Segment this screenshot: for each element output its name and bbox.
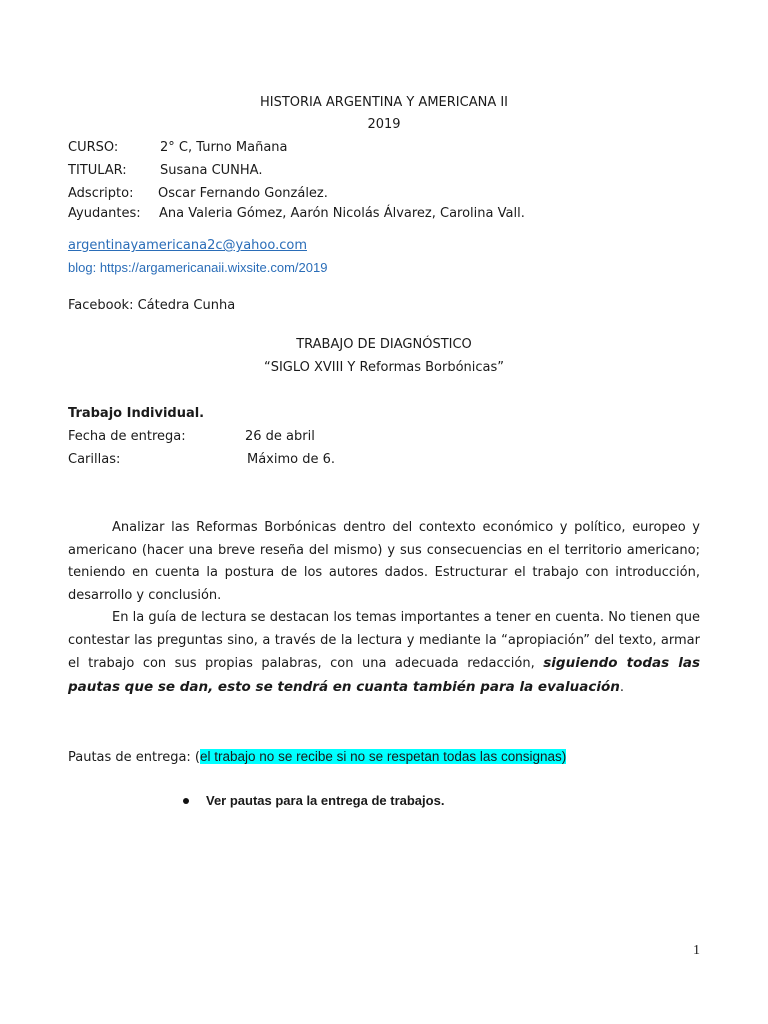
- paragraph-2-text: En la guía de lectura se destacan los temas importantes a tener en cuenta. No tienen que contestar las preguntas sino, a través de la lectura y mediante la “apropiación” del texto, armar el trabajo con sus propias palabras, con una adecuada redacción,: [68, 610, 700, 671]
- adscripto-label: Adscripto:: [68, 186, 134, 201]
- paragraph-1-text: Analizar las Reformas Borbónicas dentro del contexto económico y político, europeo y americano (hacer una breve reseña del mismo) y sus consecuencias en el territorio americano; teniendo en cuenta la postura de los autores dados. Estructurar el trabajo con introducción, desarrollo y conclusión.: [68, 520, 700, 603]
- bullet-icon: [183, 798, 189, 804]
- adscripto-value: Oscar Fernando González.: [158, 186, 328, 201]
- blog-link[interactable]: https://argamericanaii.wixsite.com/2019: [99, 260, 328, 275]
- assignment-type-text: Trabajo Individual.: [68, 406, 205, 421]
- document-title: HISTORIA ARGENTINA Y AMERICANA II: [259, 95, 509, 110]
- page-number: 1: [693, 943, 700, 958]
- delivery-line: [68, 749, 566, 765]
- course-value: 2° C, Turno Mañana: [160, 140, 288, 155]
- blog-label: blog:: [68, 260, 97, 275]
- delivery-label: Pautas de entrega: (: [68, 750, 201, 765]
- email-link[interactable]: argentinayamericana2c@yahoo.com: [68, 238, 307, 253]
- pages-value: Máximo de 6.: [247, 452, 336, 467]
- course-label: CURSO:: [68, 140, 119, 155]
- paragraph-2-emphasis: siguiendo todas las pautas que se dan, esto se tendrá en cuanta también para la evaluación: [68, 655, 701, 695]
- paragraph-2-end: .: [619, 679, 624, 695]
- delivery-bullet-text: Ver pautas para la entrega de trabajos.: [206, 793, 445, 808]
- assignment-type: [68, 406, 204, 421]
- ayudantes-value: Ana Valeria Gómez, Aarón Nicolás Álvarez, Carolina Vall.: [159, 206, 525, 221]
- paragraph-2: [68, 607, 700, 699]
- assignment-title: TRABAJO DE DIAGNÓSTICO: [296, 337, 472, 352]
- pages-label: Carillas:: [68, 452, 121, 467]
- delivery-highlight: el trabajo no se recibe si no se respetan todas las consignas): [200, 749, 567, 764]
- assignment-subtitle: “SIGLO XVIII Y Reformas Borbónicas”: [263, 360, 505, 375]
- ayudantes-label: Ayudantes:: [68, 206, 141, 221]
- facebook-text: Facebook: Cátedra Cunha: [68, 298, 236, 313]
- document-year: 2019: [367, 117, 401, 132]
- paragraph-1: [68, 517, 700, 607]
- blog-line: [68, 260, 327, 275]
- due-value: 26 de abril: [245, 429, 315, 444]
- titular-label: TITULAR:: [68, 163, 127, 178]
- titular-value: Susana CUNHA.: [160, 163, 263, 178]
- due-label: Fecha de entrega:: [68, 429, 186, 444]
